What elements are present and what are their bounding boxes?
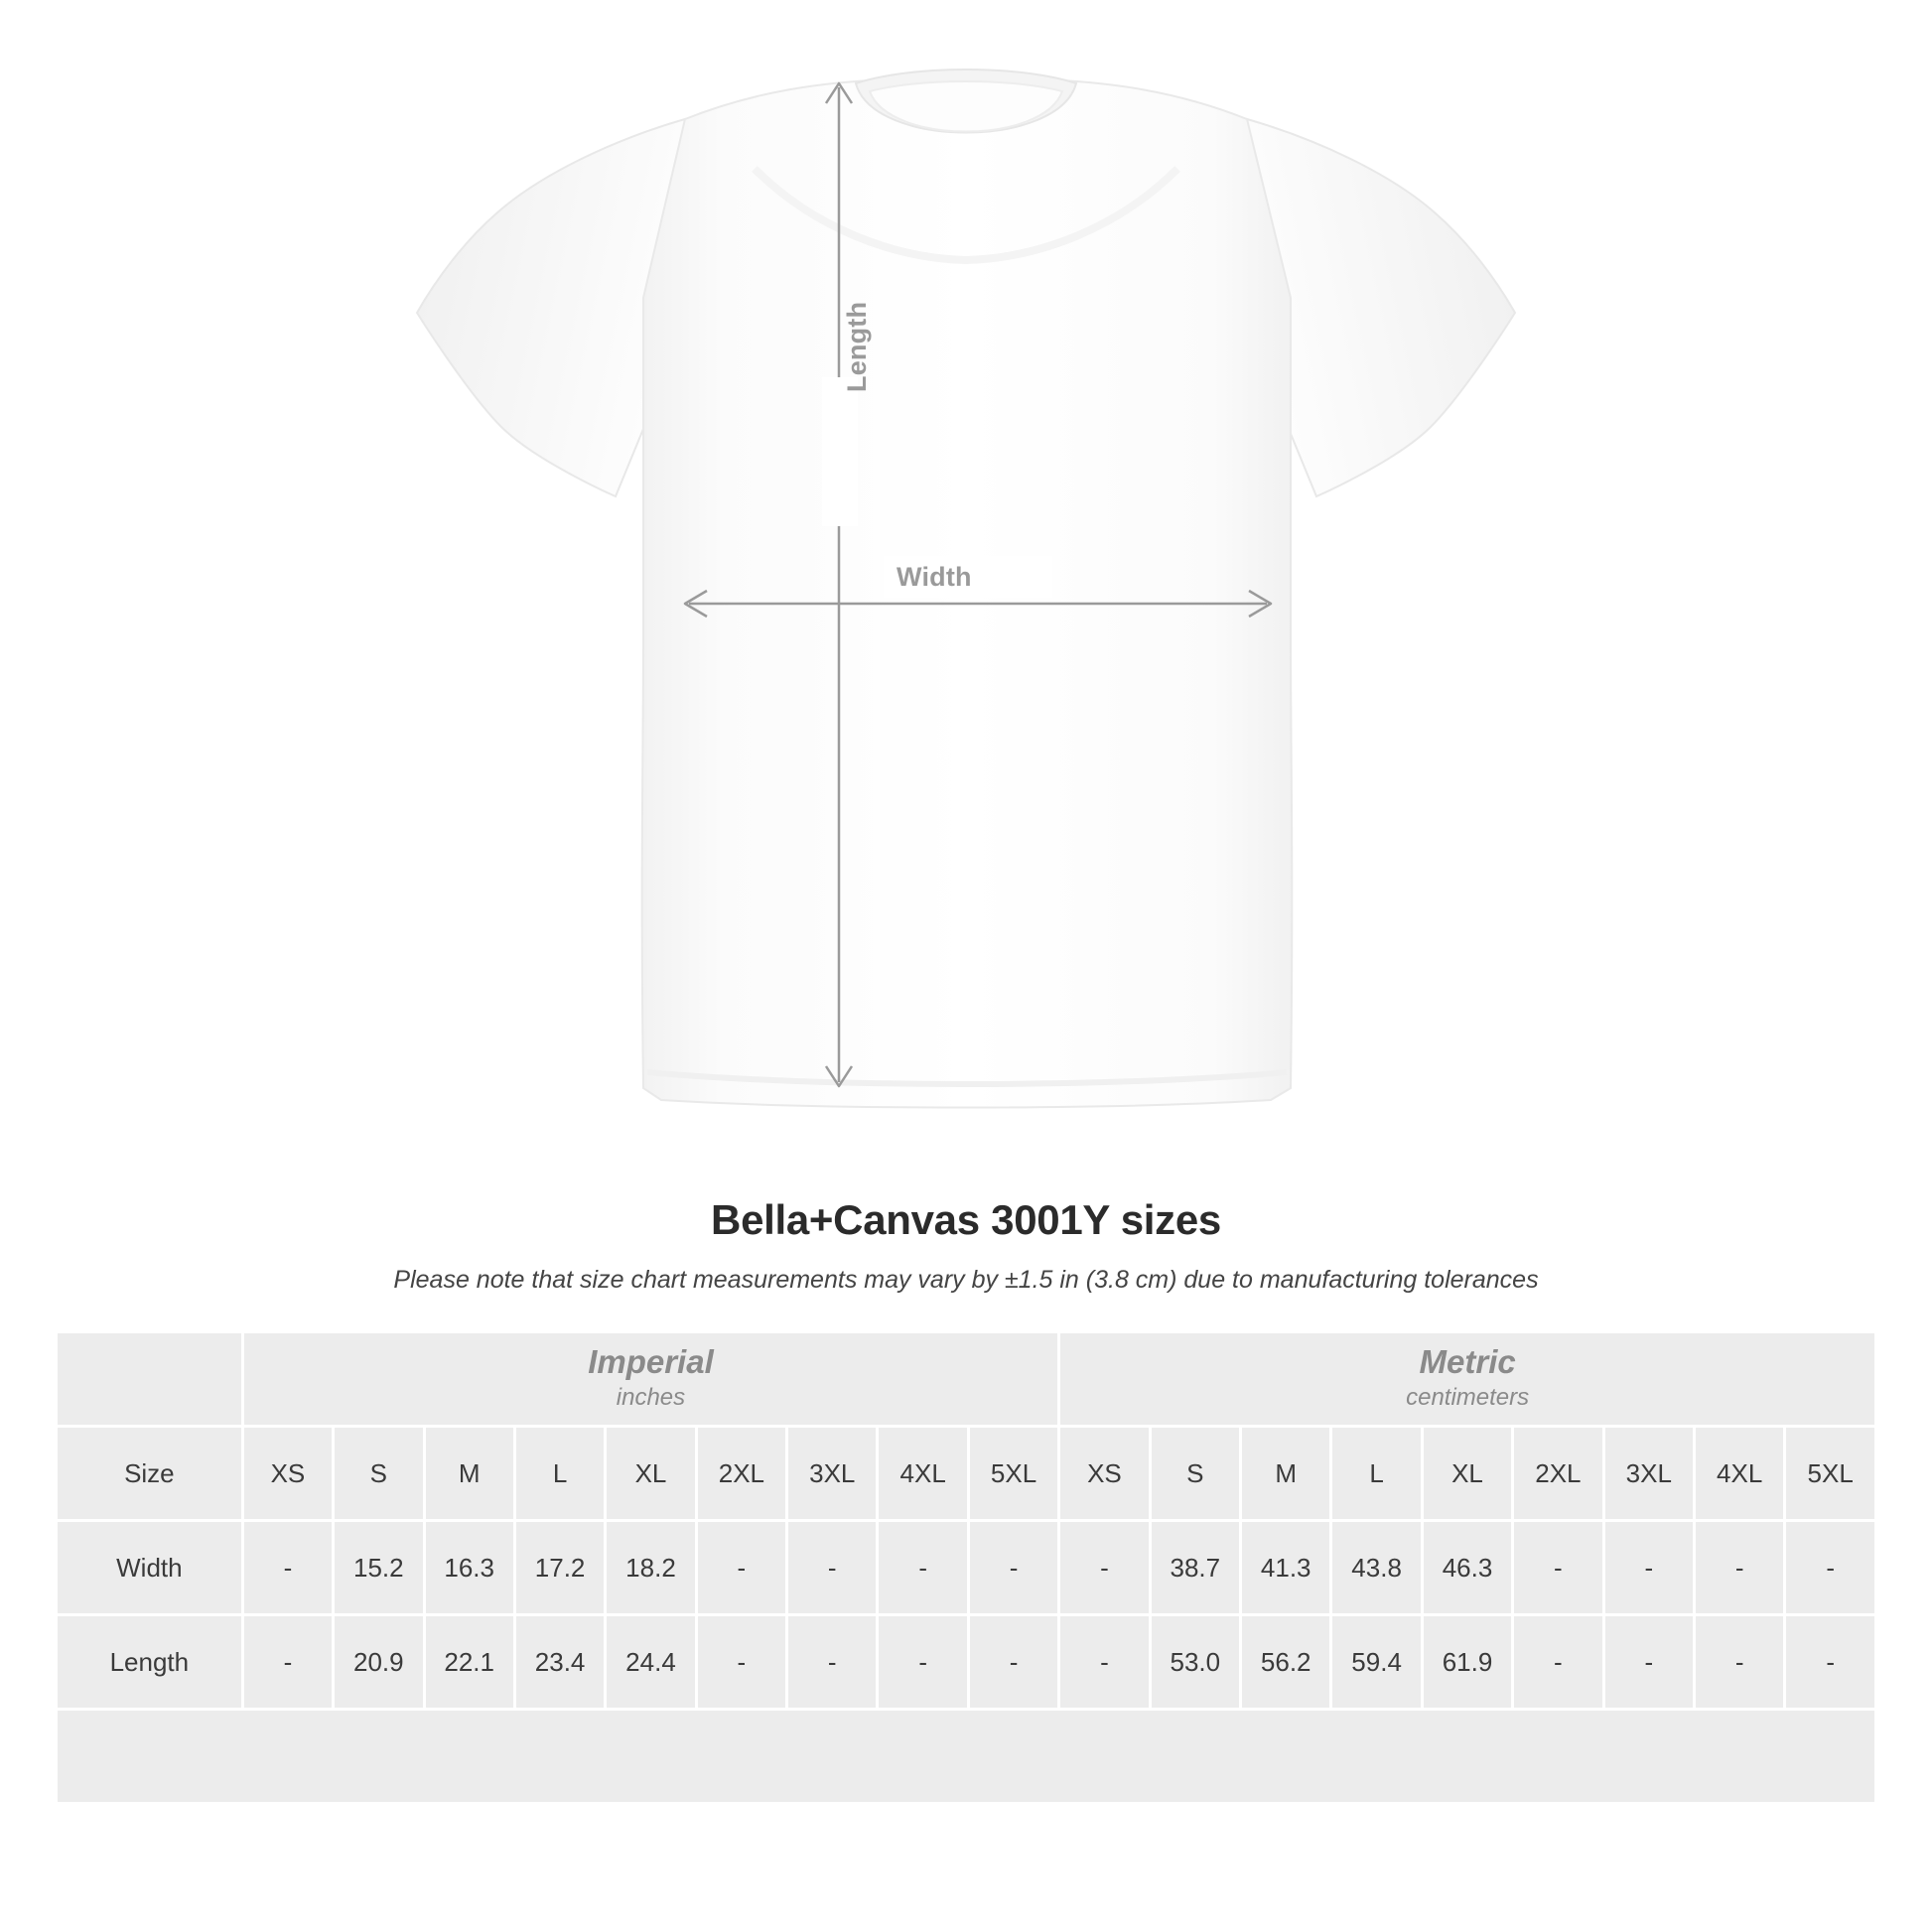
row-label-length: Length	[58, 1616, 241, 1708]
unit-header-imperial	[244, 1333, 1058, 1425]
length-imperial-s: 20.9	[335, 1616, 422, 1708]
page-title: Bella+Canvas 3001Y sizes	[711, 1196, 1221, 1243]
length-imperial-xs: -	[244, 1616, 332, 1708]
unit-header-metric	[1060, 1333, 1874, 1425]
size-header-imperial-l: L	[516, 1428, 604, 1519]
size-header-metric-s: S	[1152, 1428, 1239, 1519]
length-metric-m: 56.2	[1242, 1616, 1329, 1708]
unit-header-spacer	[58, 1333, 241, 1425]
width-metric-xl: 46.3	[1424, 1522, 1511, 1613]
size-header-imperial-m: M	[426, 1428, 513, 1519]
size-header-row	[58, 1428, 1874, 1519]
size-header-imperial-5xl: 5XL	[970, 1428, 1057, 1519]
unit-name-imperial: Imperial	[588, 1343, 714, 1381]
table-footer-band	[58, 1711, 1874, 1802]
size-header-imperial-xs: XS	[244, 1428, 332, 1519]
size-header-metric-2xl: 2XL	[1514, 1428, 1601, 1519]
size-header-imperial-3xl: 3XL	[788, 1428, 876, 1519]
length-imperial-m: 22.1	[426, 1616, 513, 1708]
size-header-metric-m: M	[1242, 1428, 1329, 1519]
length-metric-4xl: -	[1696, 1616, 1783, 1708]
size-header-imperial-xl: XL	[607, 1428, 694, 1519]
size-header-imperial-2xl: 2XL	[698, 1428, 785, 1519]
table-row-width	[58, 1522, 1874, 1613]
size-header-metric-4xl: 4XL	[1696, 1428, 1783, 1519]
unit-sub-imperial: inches	[616, 1384, 686, 1412]
width-metric-5xl: -	[1786, 1522, 1874, 1613]
width-imperial-xs: -	[244, 1522, 332, 1613]
length-imperial-3xl: -	[788, 1616, 876, 1708]
length-metric-3xl: -	[1605, 1616, 1693, 1708]
size-header-metric-xl: XL	[1424, 1428, 1511, 1519]
width-metric-l: 43.8	[1332, 1522, 1420, 1613]
width-imperial-5xl: -	[970, 1522, 1057, 1613]
width-imperial-2xl: -	[698, 1522, 785, 1613]
width-metric-4xl: -	[1696, 1522, 1783, 1613]
tolerance-note: Please note that size chart measurements may vary by ±1.5 in (3.8 cm) due to manufacturing tolerances	[393, 1266, 1539, 1294]
length-metric-l: 59.4	[1332, 1616, 1420, 1708]
length-metric-2xl: -	[1514, 1616, 1601, 1708]
length-imperial-l: 23.4	[516, 1616, 604, 1708]
length-dimension-label: Length	[842, 301, 872, 392]
size-header-imperial-s: S	[335, 1428, 422, 1519]
width-dimension-label: Width	[897, 562, 972, 592]
length-imperial-4xl: -	[879, 1616, 966, 1708]
size-header-metric-l: L	[1332, 1428, 1420, 1519]
table-corner-label: Size	[58, 1428, 241, 1519]
size-header-metric-5xl: 5XL	[1786, 1428, 1874, 1519]
size-header-metric-xs: XS	[1060, 1428, 1148, 1519]
length-metric-xs: -	[1060, 1616, 1148, 1708]
width-metric-2xl: -	[1514, 1522, 1601, 1613]
length-metric-5xl: -	[1786, 1616, 1874, 1708]
unit-name-metric: Metric	[1419, 1343, 1516, 1381]
width-imperial-s: 15.2	[335, 1522, 422, 1613]
width-imperial-xl: 18.2	[607, 1522, 694, 1613]
width-metric-m: 41.3	[1242, 1522, 1329, 1613]
width-metric-3xl: -	[1605, 1522, 1693, 1613]
length-imperial-xl: 24.4	[607, 1616, 694, 1708]
width-imperial-m: 16.3	[426, 1522, 513, 1613]
unit-header-row	[58, 1333, 1874, 1425]
width-metric-xs: -	[1060, 1522, 1148, 1613]
row-label-width: Width	[58, 1522, 241, 1613]
width-metric-s: 38.7	[1152, 1522, 1239, 1613]
unit-sub-metric: centimeters	[1406, 1384, 1530, 1412]
size-table-wrapper	[55, 1330, 1877, 1805]
width-imperial-4xl: -	[879, 1522, 966, 1613]
size-header-metric-3xl: 3XL	[1605, 1428, 1693, 1519]
length-metric-xl: 61.9	[1424, 1616, 1511, 1708]
length-imperial-2xl: -	[698, 1616, 785, 1708]
size-header-imperial-4xl: 4XL	[879, 1428, 966, 1519]
table-row-length	[58, 1616, 1874, 1708]
width-imperial-l: 17.2	[516, 1522, 604, 1613]
size-table	[55, 1330, 1877, 1805]
width-imperial-3xl: -	[788, 1522, 876, 1613]
table-footer-cell	[58, 1711, 1874, 1802]
length-metric-s: 53.0	[1152, 1616, 1239, 1708]
title-block	[0, 1196, 1932, 1295]
length-imperial-5xl: -	[970, 1616, 1057, 1708]
